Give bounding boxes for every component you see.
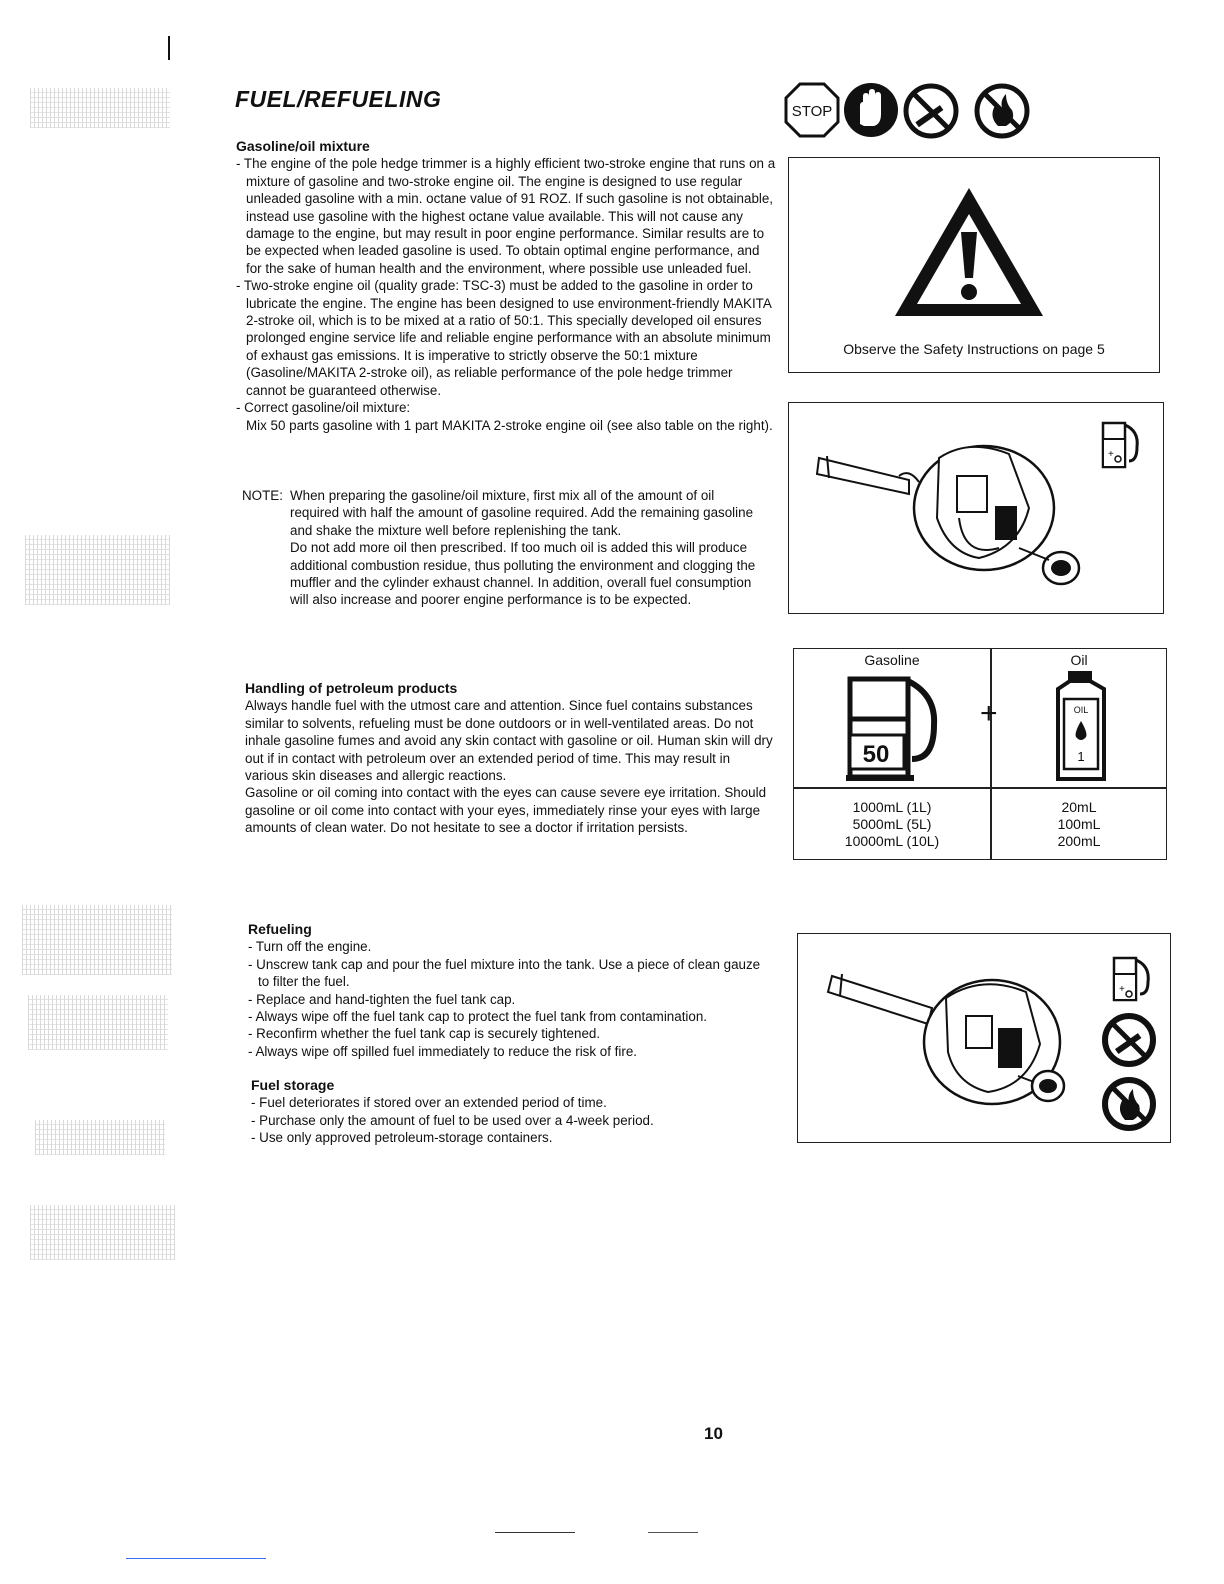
section-storage [251,1077,771,1147]
refueling-item-3: - Replace and hand-tighten the fuel tank cap. [248,991,516,1007]
oil-header: Oil [1070,652,1088,668]
storage-item-1: - Fuel deteriorates if stored over an extended period of time. [251,1095,607,1111]
refueling-heading: Refueling [248,921,312,937]
scan-noise-6 [30,1205,175,1260]
no-open-flame-icon-2 [1098,1074,1160,1134]
trimmer-engine-image-2 [822,952,1102,1132]
scan-line-2 [648,1532,698,1533]
scan-line-3 [126,1558,266,1559]
storage-item-2: - Purchase only the amount of fuel to be used over a 4-week period. [251,1112,654,1128]
gasoline-pump-icon [846,675,958,783]
warning-icon [889,182,1049,322]
storage-heading: Fuel storage [251,1077,335,1093]
page-title: FUEL/REFUELING [235,86,442,112]
gasoline-value-1: 1000mL (1L) [852,799,932,815]
section-handling [245,680,775,837]
note-text-2: Do not add more oil then prescribed. If too much oil is added this will produce additional combustion residue, thus polluting the environment and clogging the muffler and the cylinder exhaust channel. In addition, overall fuel consumption will also increase and poorer engine performance is to be expected. [290,540,756,608]
fuel-pump-icon-2 [1110,954,1158,1004]
refueling-item-4: - Always wipe off the fuel tank cap to protect the fuel tank from contamination. [248,1009,708,1025]
refuel-illustration-2 [797,933,1171,1143]
scan-noise-2 [25,535,170,605]
note-block [242,487,762,609]
safety-icon-row [784,80,1034,142]
table-row-divider [794,787,1166,789]
oil-can-label: OIL [1073,705,1089,715]
oil-value-3: 200mL [1057,833,1101,849]
scan-noise-1 [30,88,170,128]
handling-heading: Handling of petroleum products [245,680,458,696]
fuel-mixture-table [793,648,1167,860]
scan-noise-3 [22,905,172,975]
oil-value-1: 20mL [1061,799,1097,815]
scan-noise-5 [35,1120,165,1155]
handling-text-2: Gasoline or oil coming into contact with the eyes can cause severe eye irritation. Should gasoline or oil come into contact with your eyes, immediately rinse your eyes with large amounts of clean water. Do not hesitate to see a doctor if irritation persists. [245,785,767,836]
gasoline-values [794,799,990,850]
warning-caption: Observe the Safety Instructions on page 5 [843,341,1105,357]
pump-number: 50 [862,741,890,768]
scan-line-1 [495,1532,575,1533]
mixture-heading: Gasoline/oil mixture [236,138,370,154]
gasoline-value-2: 5000mL (5L) [852,816,932,832]
oil-can-icon [1050,669,1112,785]
oil-value-2: 100mL [1057,816,1101,832]
plus-sign: + [980,697,998,730]
warning-box [788,157,1160,373]
mixture-item-2: - Two-stroke engine oil (quality grade: TSC-3) must be added to the gasoline in order to lubricate the engine. The engine has been designed to use environment-friendly MAKITA 2-stroke oil, which is to be mixed at a ratio of 50:1. This specially developed oil ensures prolonged engine service life and reliable engine performance with an absolute minimum of exhaust gas emissions. It is imperative to strictly observe the 50:1 mixture (Gasoline/MAKITA 2-stroke oil), as reliable performance of the pole hedge trimmer cannot be guaranteed otherwise. [236,278,772,398]
refuel-illustration-1 [788,402,1164,614]
handling-text-1: Always handle fuel with the utmost care and attention. Since fuel contains substances similar to solvents, refueling must be done outdoors or in well-ventilated areas. Do not inhale gasoline fumes and avoid any skin contact with gasoline or oil. Human skin will dry out if in contact with petroleum over an extended period of time. This may result in various skin diseases and allergic reactions. [245,698,773,784]
no-smoking-icon [906,86,956,136]
scan-noise-4 [28,995,168,1050]
gloves-icon [844,83,898,137]
storage-item-3: - Use only approved petroleum-storage containers. [251,1130,553,1146]
no-open-flame-icon [977,86,1027,136]
page-number: 10 [704,1424,723,1443]
note-text-1: When preparing the gasoline/oil mixture, first mix all of the amount of oil required with half the amount of gasoline required. Add the remaining gasoline and shake the mixture well before replenishing the tank. [290,488,754,538]
no-smoking-icon-2 [1098,1012,1160,1068]
mixture-item-1: - The engine of the pole hedge trimmer is a highly efficient two-stroke engine that runs on a mixture of gasoline and two-stroke engine oil. The engine is designed to use regular unleaded gasoline with a min. octane value of 91 ROZ. If such gasoline is not obtainable, instead use gasoline with the highest octane value available. This will not cause any damage to the engine, but may result in poor engine performance. Similar results are to be expected when leaded gasoline is used. To obtain optimal engine performance, and for the sake of human health and the environment, where possible use unleaded fuel. [236,156,776,276]
svg-text:+: + [1108,449,1114,460]
refueling-item-2: - Unscrew tank cap and pour the fuel mixture into the tank. Use a piece of clean gauze to filter the fuel. [248,956,761,990]
stop-label: STOP [791,103,833,120]
oil-values [992,799,1166,850]
note-label: NOTE: [242,488,283,503]
fuel-pump-icon-1 [1099,417,1149,471]
oil-can-number: 1 [1077,749,1085,764]
section-mixture [236,138,776,434]
mixture-mix-line: Mix 50 parts gasoline with 1 part MAKITA 2-stroke engine oil (see also table on the right). [246,417,773,433]
gasoline-value-3: 10000mL (10L) [844,833,940,849]
mixture-item-3: - Correct gasoline/oil mixture: [236,400,411,416]
margin-mark [168,36,170,60]
svg-text:+: + [1119,984,1125,995]
refueling-item-6: - Always wipe off spilled fuel immediately to reduce the risk of fire. [248,1043,637,1059]
refueling-item-5: - Reconfirm whether the fuel tank cap is securely tightened. [248,1026,601,1042]
section-refueling [248,921,768,1060]
refueling-item-1: - Turn off the engine. [248,939,372,955]
gasoline-header: Gasoline [864,652,920,668]
stop-icon [786,84,838,136]
trimmer-engine-image-1 [809,418,1089,598]
